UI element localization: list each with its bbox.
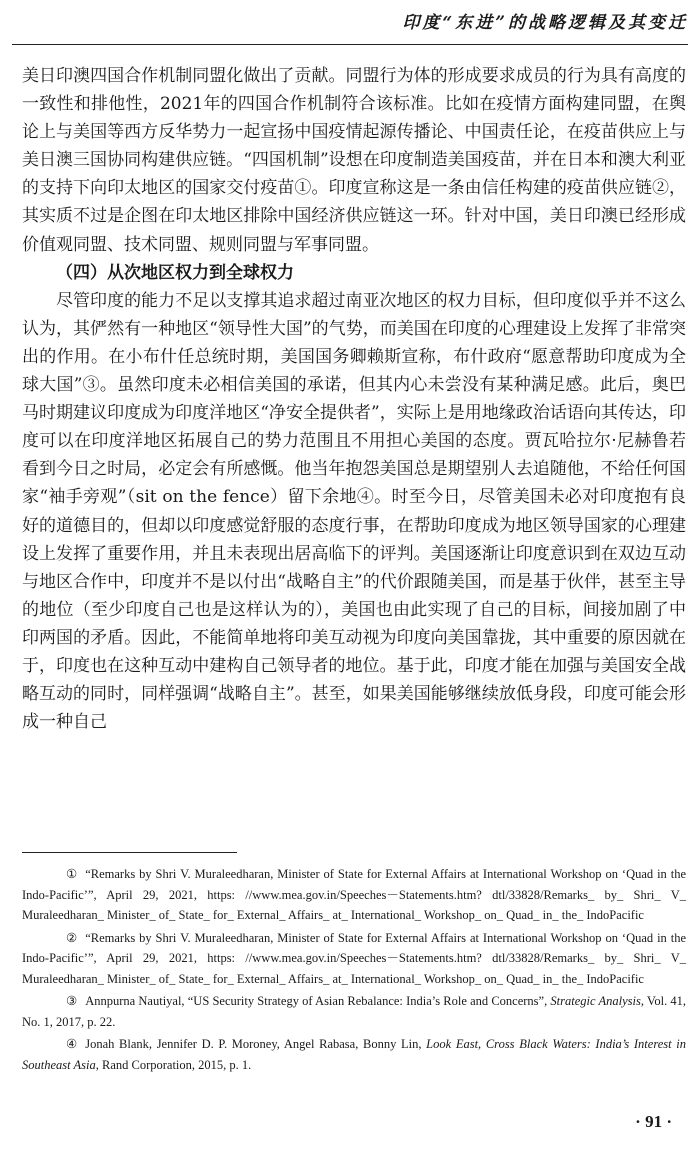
- section-heading: （四）从次地区权力到全球权力: [56, 262, 294, 283]
- footnote-3: [22, 991, 686, 1032]
- footnote-book-title: Look East, Cross Black Waters: India’s Interest in Southeast Asia: [22, 1037, 686, 1072]
- footnote-text: Annpurna Nautiyal, “US Security Strategy of Asian Rebalance: India’s Role and Concerns”,: [85, 994, 551, 1008]
- footnote-marker: ②: [66, 930, 78, 945]
- footnote-text-tail: , Vol. 41, No. 1, 2017, p. 22.: [22, 994, 686, 1029]
- footnote-text: Jonah Blank, Jennifer D. P. Moroney, Angel Rabasa, Bonny Lin,: [85, 1037, 427, 1051]
- footnote-journal-title: Strategic Analysis: [550, 994, 641, 1008]
- body-paragraph-1: 美日印澳四国合作机制同盟化做出了贡献。同盟行为体的形成要求成员的行为具有高度的一致性和排他性，2021年的四国合作机制符合该标准。比如在疫情方面构建同盟，在舆论上与美国等西方反华势力一起宣扬中国疫情起源传播论、中国责任论，在疫苗供应上与美日澳三国协同构建供应链。“四国机制”设想在印度制造美国疫苗，并在日本和澳大利亚的支持下向印太地区的国家交付疫苗①。印度宣称这是一条由信任构建的疫苗供应链②，其实质不过是企图在印太地区排除中国经济供应链这一环。针对中国，美日印澳已经形成价值观同盟、技术同盟、规则同盟与军事同盟。: [22, 66, 686, 255]
- footnote-marker: ④: [66, 1037, 78, 1051]
- main-text: [22, 62, 686, 736]
- footnote-marker: ①: [66, 867, 78, 881]
- footnote-text: “Remarks by Shri V. Muraleedharan, Minister of State for External Affairs at International Workshop on ‘Quad in the Indo-Pacific’”, April 29, 2021, https: //www.mea.gov.in/Speeches－Statements.htm? dtl/33828/Remarks_ by_ Shri_ V_ Muraleedharan_ Minister_ of_ State_ for_ External_ Affairs_ at_ International_ Workshop_ on_ Quad_ in_ the_ IndoPacific: [22, 930, 686, 986]
- footnote-marker: ③: [66, 994, 78, 1008]
- page-number: · 91 ·: [635, 1112, 672, 1131]
- footnote-text: “Remarks by Shri V. Muraleedharan, Minister of State for External Affairs at International Workshop on ‘Quad in the Indo-Pacific’”, April 29, 2021, https: //www.mea.gov.in/Speeches－Statements.htm? dtl/33828/Remarks_ by_ Shri_ V_ Muraleedharan_ Minister_ of_ State_ for_ External_ Affairs_ at_ International_ Workshop_ on_ Quad_ in_ the_ IndoPacific: [22, 867, 686, 922]
- footnotes: [22, 864, 686, 1077]
- footnote-rule: [22, 852, 237, 853]
- running-title: 印度“东进”的战略逻辑及其变迁: [402, 13, 688, 33]
- footnote-4: [22, 1034, 686, 1075]
- footnote-text-tail: , Rand Corporation, 2015, p. 1.: [95, 1057, 252, 1072]
- body-paragraph-2: 尽管印度的能力不足以支撑其追求超过南亚次地区的权力目标，但印度似乎并不这么认为，其俨然有一种地区“领导性大国”的气势，而美国在印度的心理建设上发挥了非常突出的作用。在小布什任总统时期，美国国务卿赖斯宣称，布什政府“愿意帮助印度成为全球大国”③。虽然印度未必相信美国的承诺，但其内心未尝没有某种满足感。此后，奥巴马时期建议印度成为印度洋地区“净安全提供者”，实际上是用地缘政治话语向其传达，印度可以在印度洋地区拓展自己的势力范围且不用担心美国的态度。贾瓦哈拉尔·尼赫鲁若看到今日之时局，必定会有所感慨。他当年抱怨美国总是期望别人去追随他，不给任何国家“袖手旁观”（sit on the fence）留下余地④。时至今日，尽管美国未必对印度抱有良好的道德目的，但却以印度感觉舒服的态度行事，在帮助印度成为地区领导国家的心理建设上发挥了重要作用，并且未表现出居高临下的评判。美国逐渐让印度意识到在双边互动与地区合作中，印度并不是以付出“战略自主”的代价跟随美国，而是基于伙伴，甚至主导的地位（至少印度自己也是这样认为的），美国也由此实现了自己的目标，间接加剧了中印两国的矛盾。因此，不能简单地将印美互动视为印度向美国靠拢，其中重要的原因就在于，印度也在这种互动中建构自己领导者的地位。基于此，印度才能在加强与美国安全战略互动的同时，同样强调“战略自主”。甚至，如果美国能够继续放低身段，印度可能会形成一种自己: [22, 290, 686, 733]
- footnote-1: [22, 864, 686, 926]
- footnote-2: [22, 928, 686, 990]
- header-rule: [12, 44, 688, 45]
